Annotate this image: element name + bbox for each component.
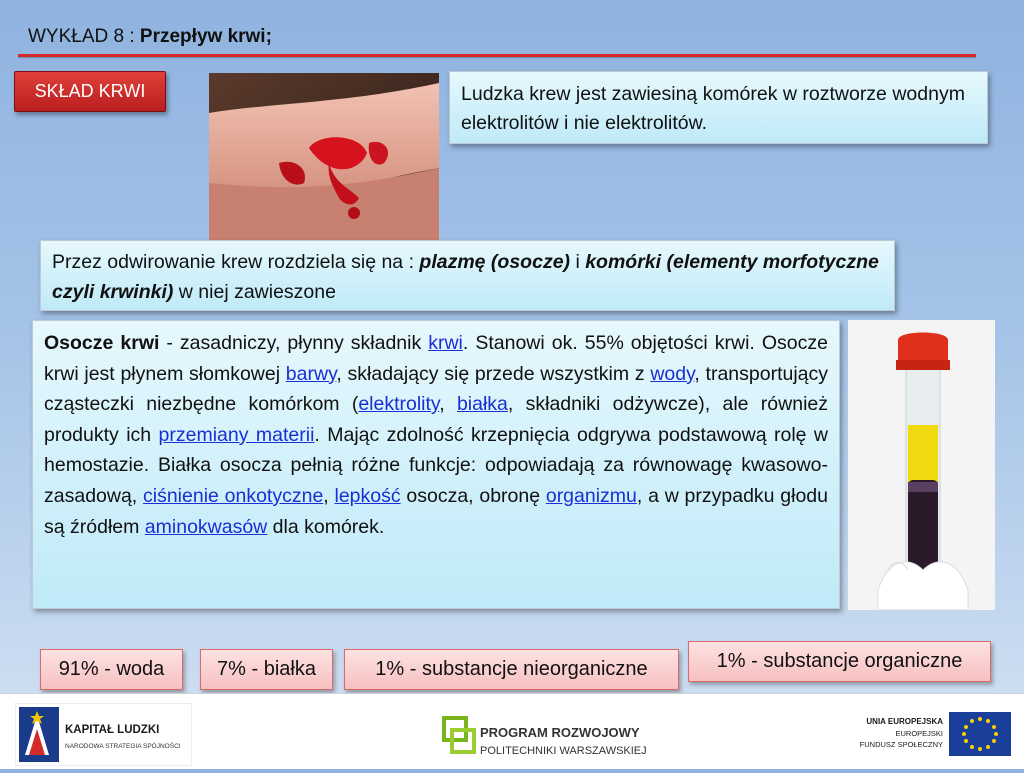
plasma-text: , bbox=[323, 484, 335, 507]
plasma-description-box bbox=[32, 320, 840, 609]
plasma-term: plazmę (osocze) bbox=[419, 251, 571, 273]
link-elektrolity[interactable]: elektrolity bbox=[358, 393, 440, 416]
plasma-text: , składający się przede wszystkim z bbox=[336, 362, 651, 385]
box2-text-1: Przez odwirowanie krew rozdziela się na : bbox=[52, 251, 420, 273]
eu-social-fund-logo bbox=[838, 710, 1014, 760]
section-button[interactable]: SKŁAD KRWI bbox=[14, 71, 166, 112]
plasma-text: , a w przypadku głodu są źródłem bbox=[44, 484, 828, 538]
plasma-heading: Osocze krwi bbox=[44, 332, 160, 354]
link-cisnienie-onkotyczne[interactable]: ciśnienie onkotyczne bbox=[143, 484, 324, 507]
plasma-text: osocza, obronę bbox=[400, 484, 546, 507]
plasma-text: , bbox=[439, 393, 457, 416]
ue-line1: UNIA EUROPEJSKA bbox=[866, 717, 943, 726]
link-organizmu[interactable]: organizmu bbox=[545, 484, 637, 507]
ue-line2: EUROPEJSKI bbox=[895, 729, 943, 738]
link-bialka[interactable]: białka bbox=[456, 393, 508, 416]
link-wody[interactable]: wody bbox=[650, 362, 695, 385]
program-rozwojowy-logo bbox=[440, 710, 654, 768]
link-aminokwasow[interactable]: aminokwasów bbox=[144, 515, 268, 538]
kl-subtitle: NARODOWA STRATEGIA SPÓJNOŚCI bbox=[65, 743, 181, 750]
blood-tube-image bbox=[848, 320, 995, 610]
composition-inorganic: 1% - substancje nieorganiczne bbox=[344, 649, 679, 690]
plasma-text: , transportujący cząsteczki niezbędne komórkom ( bbox=[44, 362, 829, 416]
centrifugation-box bbox=[40, 240, 895, 311]
pr-line2: POLITECHNIKI WARSZAWSKIEJ bbox=[480, 745, 647, 757]
bleeding-finger-image bbox=[209, 73, 439, 243]
plasma-text: . Mając zdolność krzepnięcia odgrywa podstawową rolę w hemostazie. Białka osocza pełnią różne funkcje: odpowiadają za równowagę kwasowo-zasadową, bbox=[44, 423, 828, 507]
link-barwy[interactable]: barwy bbox=[285, 362, 337, 385]
kl-title: KAPITAŁ LUDZKI bbox=[65, 724, 160, 736]
lecture-title: Przepływ krwi; bbox=[139, 26, 272, 47]
cells-term: komórki (elementy morfotyczne czyli krwinki) bbox=[52, 251, 879, 303]
pr-line1: PROGRAM ROZWOJOWY bbox=[480, 725, 640, 740]
plasma-text: , składniki odżywcze), ale również produkty ich bbox=[44, 393, 828, 446]
title-divider bbox=[18, 54, 976, 57]
box2-text-2: i bbox=[570, 251, 586, 273]
plasma-text: dla komórek. bbox=[267, 515, 385, 538]
plasma-text: - zasadniczy, płynny składnik bbox=[159, 332, 429, 354]
kapital-ludzki-logo bbox=[15, 703, 192, 766]
plasma-text: . Stanowi ok. 55% objętości krwi. Osocze krwi jest płynem słomkowej bbox=[44, 332, 828, 385]
page-title bbox=[28, 26, 272, 48]
composition-organic: 1% - substancje organiczne bbox=[688, 641, 991, 682]
blood-definition-box: Ludzka krew jest zawiesiną komórek w roztworze wodnym elektrolitów i nie elektrolitów. bbox=[449, 71, 988, 144]
link-lepkosc[interactable]: lepkość bbox=[334, 484, 401, 507]
composition-proteins: 7% - białka bbox=[200, 649, 333, 690]
link-przemiany-materii[interactable]: przemiany materii bbox=[158, 423, 315, 446]
composition-water: 91% - woda bbox=[40, 649, 183, 690]
box2-text-3: w niej zawieszone bbox=[173, 281, 336, 303]
ue-line3: FUNDUSZ SPOŁECZNY bbox=[859, 740, 943, 749]
link-krwi[interactable]: krwi bbox=[428, 332, 463, 354]
lecture-prefix: WYKŁAD 8 : bbox=[28, 26, 140, 47]
